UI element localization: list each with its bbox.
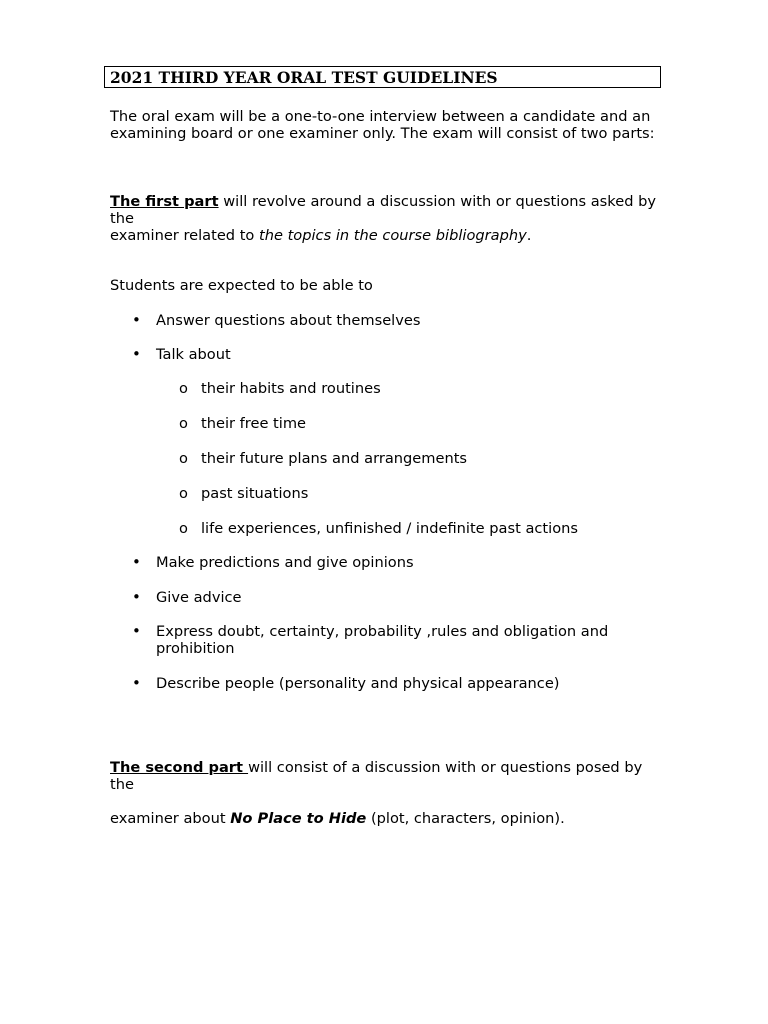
bullet-text: Make predictions and give opinions [156, 554, 414, 571]
first-part-paragraph [110, 193, 662, 227]
sub-bullet-marker: o [179, 415, 188, 432]
second-part-paragraph [110, 759, 662, 793]
bullet-marker: • [132, 553, 141, 571]
first-part-text: will revolve around a discussion with or questions asked by the [110, 193, 656, 227]
second-part-heading: The second part [110, 759, 249, 776]
sub-item-text: life experiences, unfinished / indefinite past actions [201, 520, 578, 537]
second-part-text: will consist of a discussion with or questions posed by the [110, 759, 643, 793]
bullet-text: Answer questions about themselves [156, 312, 421, 329]
sub-item-text: their free time [201, 415, 307, 432]
bullet-marker: • [132, 622, 141, 640]
second-part-line2-end: (plot, characters, opinion). [366, 810, 565, 827]
first-part-heading: The first part [110, 193, 219, 210]
second-part-line2 [110, 810, 662, 827]
sub-bullet-marker: o [179, 380, 188, 397]
course-bibliography-text: the topics in the course bibliography [259, 227, 527, 244]
first-part-line2-end: . [526, 227, 532, 244]
first-part-line2 [110, 227, 662, 244]
document-title: 2021 THIRD YEAR ORAL TEST GUIDELINES [110, 68, 498, 87]
book-title: No Place to Hide [230, 810, 367, 827]
bullet-marker: • [132, 345, 141, 363]
bullet-text: Describe people (personality and physical appearance) [156, 675, 560, 692]
sub-item-text: their future plans and arrangements [201, 450, 468, 467]
bullet-text: Talk about [156, 346, 231, 363]
sub-item-text: their habits and routines [201, 380, 381, 397]
title-box [104, 66, 661, 88]
intro-paragraph: The oral exam will be a one-to-one interview between a candidate and an examining board or one examiner only. The exam will consist of two parts: [110, 108, 655, 142]
bullet-marker: • [132, 588, 141, 606]
sub-bullet-marker: o [179, 485, 188, 502]
sub-item-text: past situations [201, 485, 309, 502]
sub-bullet-marker: o [179, 520, 188, 537]
bullet-marker: • [132, 674, 141, 692]
bullet-text: Express doubt, certainty, probability ,rules and obligation and prohibition [156, 623, 609, 657]
bullet-text: Give advice [156, 589, 242, 606]
bullet-marker: • [132, 311, 141, 329]
first-part-line2-start: examiner related to [110, 227, 259, 244]
students-intro: Students are expected to be able to [110, 277, 373, 294]
second-part-line2-start: examiner about [110, 810, 231, 827]
sub-bullet-marker: o [179, 450, 188, 467]
